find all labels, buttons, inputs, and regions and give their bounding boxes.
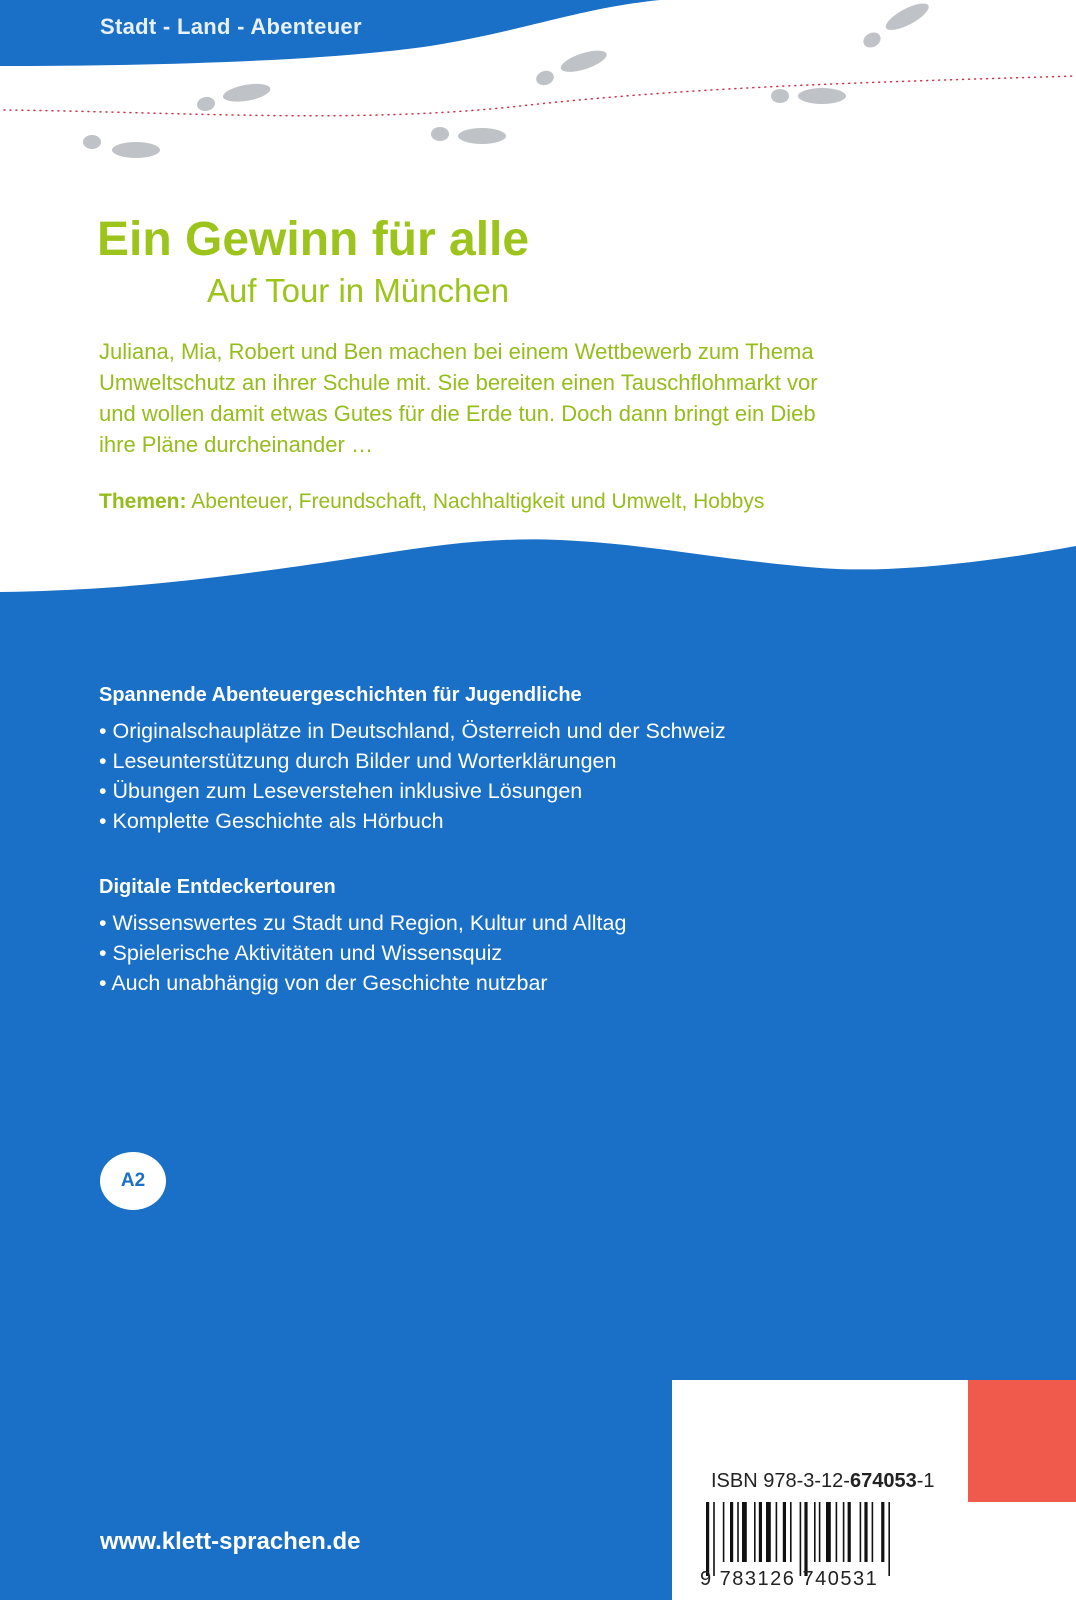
blurb-line: und wollen damit etwas Gutes für die Erde tun. Doch dann bringt ein Dieb [99,401,816,426]
level-badge: A2 [100,1152,166,1210]
list-item: • Spielerische Aktivitäten und Wissensquiz [99,938,626,968]
feature-list-digital [99,908,626,998]
series-label: Stadt - Land - Abenteuer [100,14,362,39]
list-item: • Auch unabhängig von der Geschichte nutzbar [99,968,626,998]
themes-line [99,490,764,514]
color-block [968,1380,1076,1502]
blurb-line: Umweltschutz an ihrer Schule mit. Sie bereiten einen Tauschflohmarkt vor [99,370,818,395]
list-item: • Komplette Geschichte als Hörbuch [99,806,726,836]
themes-label: Themen: [99,490,187,513]
isbn-suffix: -1 [916,1470,935,1492]
themes-value: Abenteuer, Freundschaft, Nachhaltigkeit und Umwelt, Hobbys [191,490,765,513]
blurb-line: ihre Pläne durcheinander … [99,432,373,457]
book-subtitle: Auf Tour in München [207,272,510,309]
list-item: • Wissenswertes zu Stadt und Region, Kultur und Alltag [99,908,626,938]
isbn-number [711,1470,935,1493]
list-item: • Originalschauplätze in Deutschland, Österreich und der Schweiz [99,716,726,746]
section-heading-stories: Spannende Abenteuergeschichten für Jugendliche [99,684,582,706]
blurb [99,336,899,460]
list-item: • Übungen zum Leseverstehen inklusive Lösungen [99,776,726,806]
feature-list-stories [99,716,726,836]
list-item: • Leseunterstützung durch Bilder und Worterklärungen [99,746,726,776]
isbn-prefix: ISBN 978-3-12- [711,1470,850,1492]
barcode-digits: 9 783126 740531 [700,1568,879,1590]
publisher-website[interactable]: www.klett-sprachen.de [100,1528,361,1555]
blurb-line: Juliana, Mia, Robert und Ben machen bei einem Wettbewerb zum Thema [99,339,814,364]
isbn-core: 674053 [849,1470,917,1492]
barcode-icon [700,1502,950,1576]
background-shapes [0,0,1076,640]
section-heading-digital: Digitale Entdeckertouren [99,876,336,898]
book-title: Ein Gewinn für alle [97,213,530,266]
